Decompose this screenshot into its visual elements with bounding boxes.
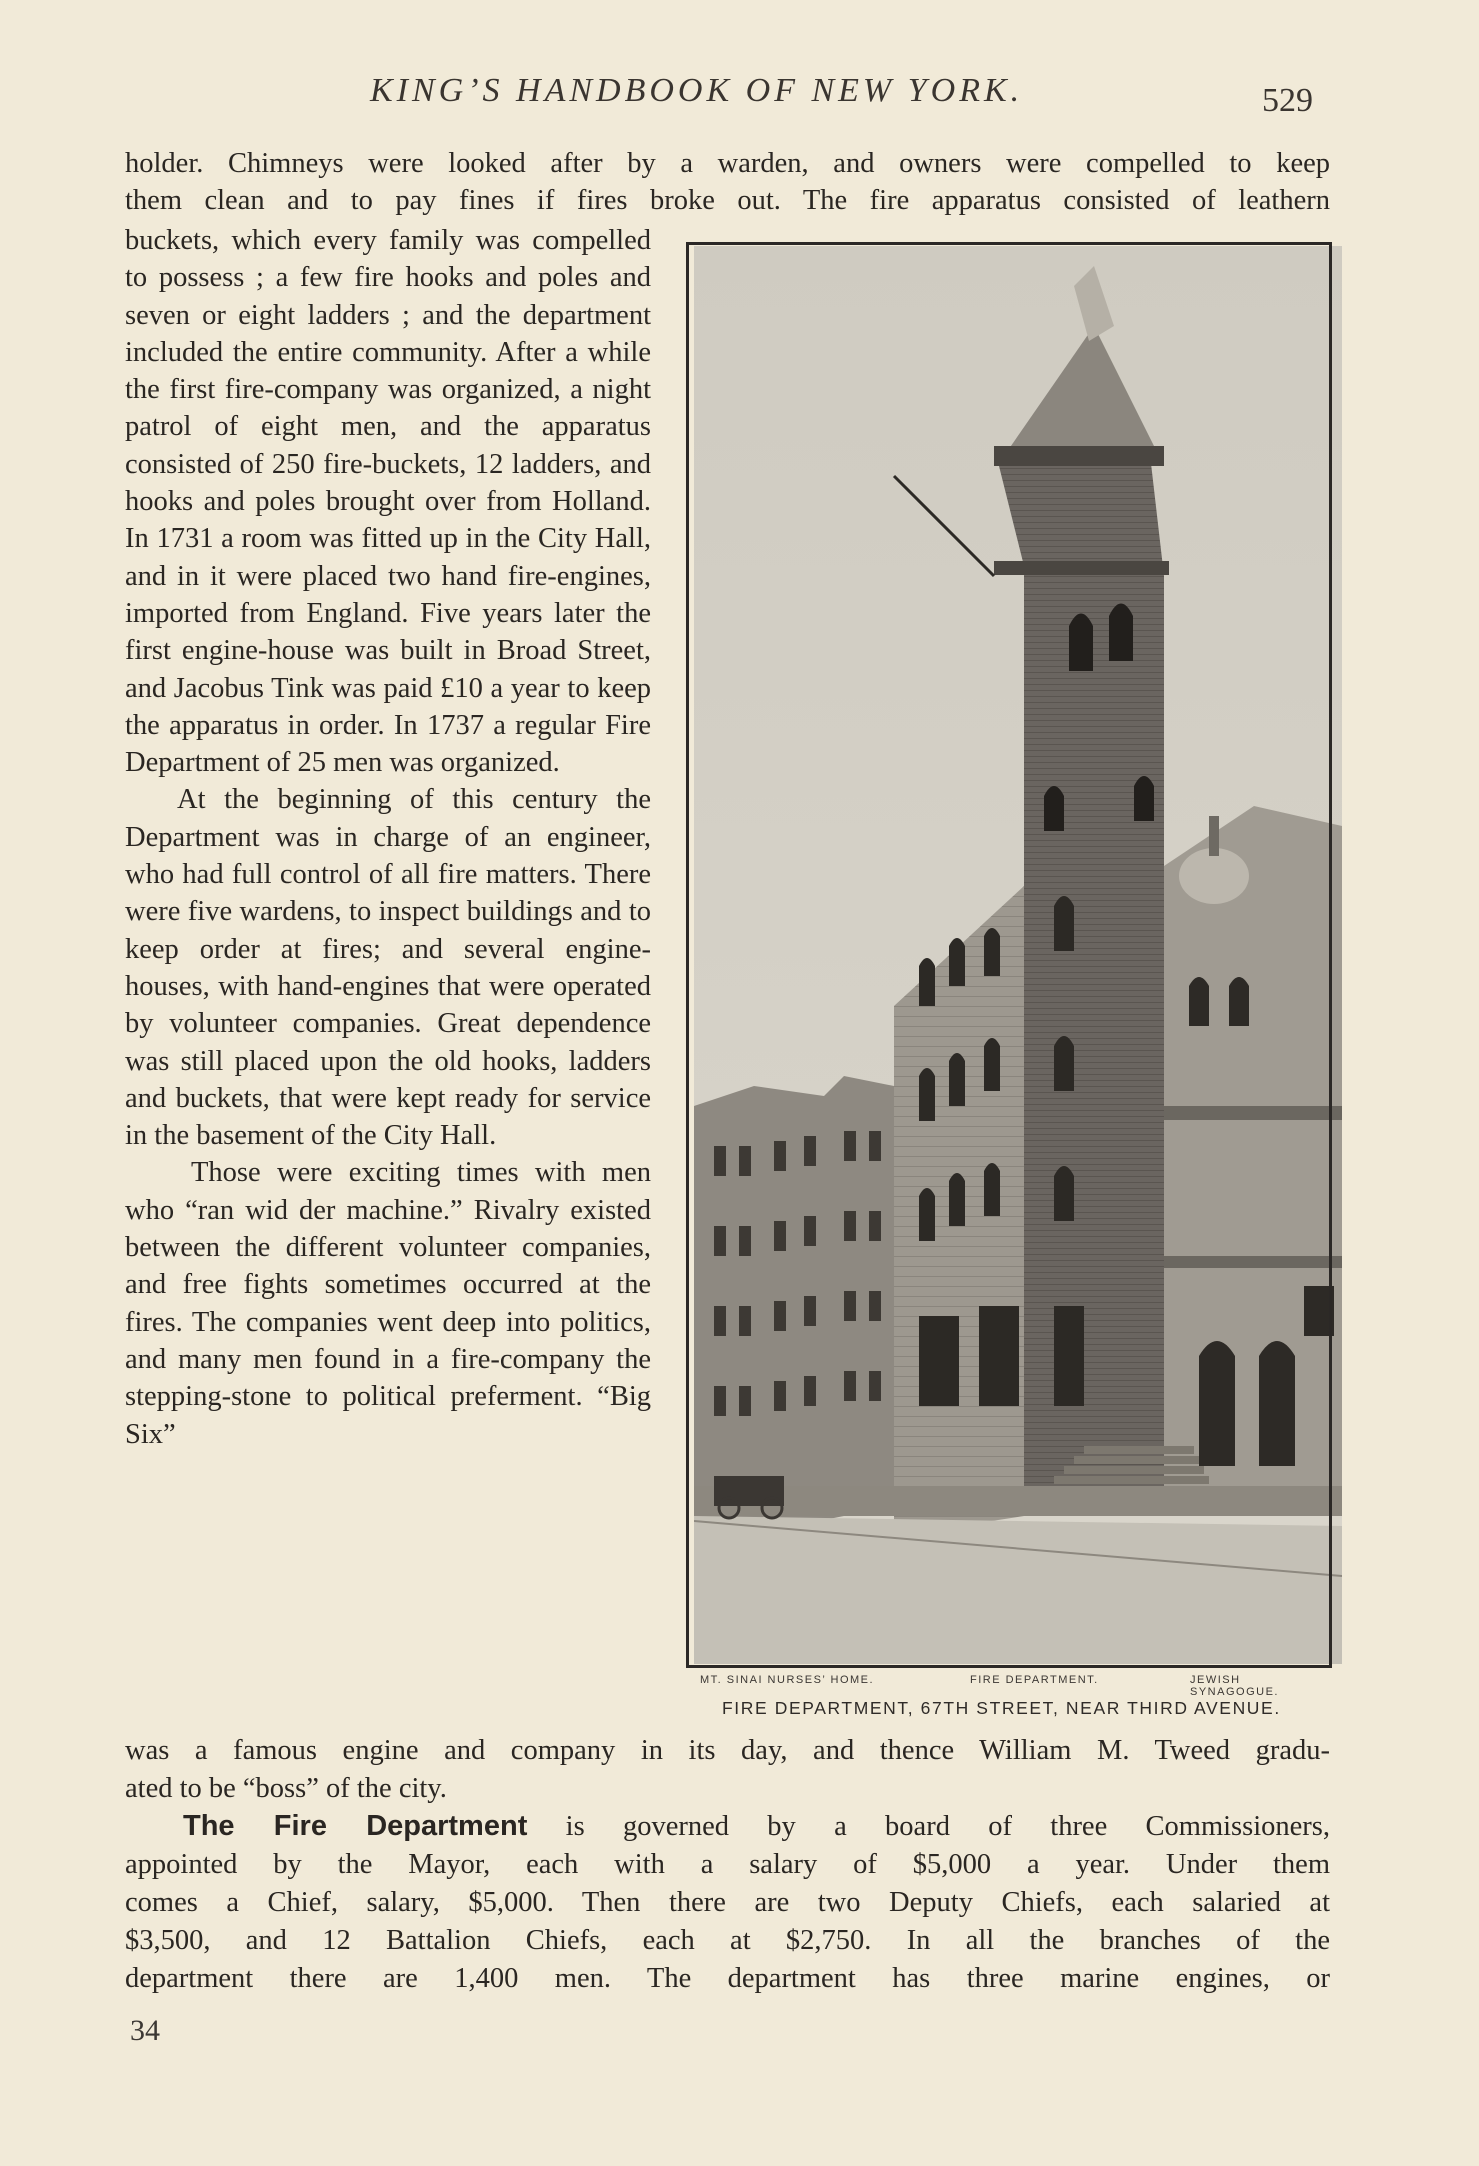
photo-labels (700, 1674, 1330, 1698)
photo-label: JEWISH SYNAGOGUE. (1190, 1674, 1279, 1698)
photo-label: FIRE DEPARTMENT. (970, 1674, 1099, 1686)
paragraph: Those were exciting times with men who “ran wid der machine.” Rivalry existed between the different volunteer companies, and free fights sometimes occurred at the fires. The companies went deep into politics, and many men found in a fire-company the stepping-stone to political preferment. “Big Six” (125, 1157, 651, 1450)
section-heading: The Fire Department (183, 1810, 528, 1842)
signature-mark: 34 (130, 2014, 160, 2047)
photo-caption: FIRE DEPARTMENT, 67TH STREET, NEAR THIRD AVENUE. (722, 1698, 1281, 1718)
fire-department-building-illustration (694, 246, 1342, 1664)
section-text: is governed by a board of three Commissioners, (527, 1811, 1331, 1842)
text-line: comes a Chief, salary, $5,000. Then there are two Deputy Chiefs, each salaried at (125, 1887, 1330, 1918)
page-number: 529 (1262, 82, 1313, 119)
running-head: KING’S HANDBOOK OF NEW YORK. (370, 72, 1024, 109)
text-line: $3,500, and 12 Battalion Chiefs, each at $2,750. In all the branches of the (125, 1925, 1330, 1956)
photo-label: MT. SINAI NURSES’ HOME. (700, 1674, 875, 1686)
text-line: holder. Chimneys were looked after by a warden, and owners were compelled to keep (125, 148, 1330, 179)
text-line: them clean and to pay fines if fires broke out. The fire apparatus consisted of leathern (125, 185, 1330, 216)
paragraph: buckets, which every family was compelled to possess ; a few fire hooks and poles and seven or eight ladders ; and the department included the entire community. After a while the first fire-company was organized, a night patrol of eight men, and the apparatus consisted of 250 fire-buckets, 12 ladders, and hooks and poles brought over from Holland. In 1731 a room was fitted up in the City Hall, and in it were placed two hand fire-engines, imported from England. Five years later the first engine-house was built in Broad Street, and Jacobus Tink was paid £10 a year to keep the apparatus in order. In 1737 a regular Fire Department of 25 men was organized. (125, 225, 651, 779)
text-line: was a famous engine and company in its day, and thence William M. Tweed gradu- (125, 1735, 1330, 1766)
text-line: appointed by the Mayor, each with a salary of $5,000 a year. Under them (125, 1849, 1330, 1880)
section-first-line (125, 1808, 1330, 1845)
paragraph: At the beginning of this century the Department was in charge of an engineer, who had full control of all fire matters. There were five wardens, to inspect buildings and to keep order at fires; and several engine-houses, with hand-engines that were operated by volunteer companies. Great dependence was still placed upon the old hooks, ladders and buckets, that were kept ready for service in the basement of the City Hall. (125, 784, 651, 1152)
text-line: department there are 1,400 men. The department has three marine engines, or (125, 1963, 1330, 1994)
text-line: ated to be “boss” of the city. (125, 1773, 447, 1804)
left-column (125, 222, 651, 1453)
halftone-photograph (694, 246, 1342, 1664)
